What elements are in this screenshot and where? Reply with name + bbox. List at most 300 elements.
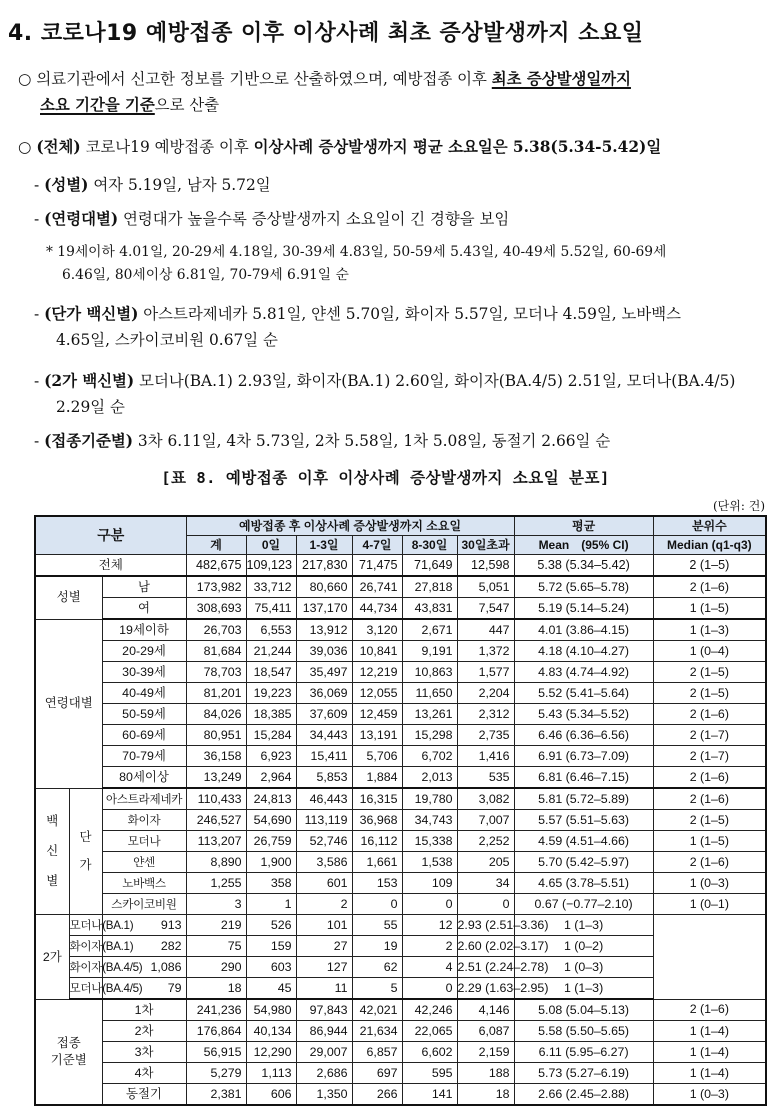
count-cell: 4,146 [457, 999, 514, 1021]
group-dose-text: 기준별 [50, 1053, 87, 1067]
mean-cell: 6.46 (6.36–6.56) [514, 725, 653, 746]
median-cell: 1 (0–1) [653, 894, 766, 915]
mean-cell: 5.58 (5.50–5.65) [514, 1021, 653, 1042]
group-vaccine [35, 788, 69, 915]
count-cell: 54,980 [246, 999, 296, 1021]
count-cell: 19 [352, 936, 402, 957]
median-cell: 1 (0–3) [653, 1084, 766, 1106]
header-gubun: 구분 [35, 516, 186, 555]
table-row [35, 704, 766, 725]
count-cell: 137,170 [296, 598, 352, 620]
table-row [35, 641, 766, 662]
group-vaccine-text: 신 [46, 844, 59, 859]
header-col: 0일 [246, 536, 296, 555]
dash-marker: - [34, 372, 40, 390]
count-cell: 3,586 [296, 852, 352, 873]
median-cell: 1 (1–5) [653, 598, 766, 620]
median-cell: 2 (1–7) [653, 746, 766, 767]
count-cell: 1,372 [457, 641, 514, 662]
count-cell: 110,433 [186, 788, 246, 810]
count-cell: 26,741 [352, 576, 402, 598]
count-cell: 7,007 [457, 810, 514, 831]
table-row [35, 831, 766, 852]
count-cell: 81,201 [186, 683, 246, 704]
row-label: 30-39세 [102, 662, 186, 683]
bi-label: (2가 백신별) [44, 372, 135, 390]
header-col: 계 [186, 536, 246, 555]
count-cell: 290 [186, 957, 246, 978]
row-label: 20-29세 [102, 641, 186, 662]
row-label: 화이자 [102, 810, 186, 831]
group-age [35, 619, 102, 788]
median-cell: 2 (1–5) [653, 662, 766, 683]
group-vaccine-text: 백 [46, 814, 59, 829]
count-cell: 79 [102, 978, 186, 1000]
mean-cell: 5.72 (5.65–5.78) [514, 576, 653, 598]
median-cell: 2 (1–5) [653, 683, 766, 704]
count-cell: 84,026 [186, 704, 246, 725]
median-cell: 1 (0–2) [514, 936, 653, 957]
count-cell: 141 [402, 1084, 457, 1106]
row-label: 동절기 [102, 1084, 186, 1106]
count-cell: 1,350 [296, 1084, 352, 1106]
row-label: 4차 [102, 1063, 186, 1084]
count-cell: 447 [457, 619, 514, 641]
row-label: 전체 [35, 555, 186, 577]
median-cell: 2 (1–6) [653, 999, 766, 1021]
count-cell: 81,684 [186, 641, 246, 662]
table-row [35, 936, 766, 957]
count-cell: 1,577 [457, 662, 514, 683]
count-cell: 526 [246, 915, 296, 936]
count-cell: 2,964 [246, 767, 296, 789]
count-cell: 29,007 [296, 1042, 352, 1063]
mean-cell: 4.18 (4.10–4.27) [514, 641, 653, 662]
count-cell: 4 [402, 957, 457, 978]
count-cell: 2,671 [402, 619, 457, 641]
median-cell: 1 (1–4) [653, 1021, 766, 1042]
group-sex-text: 성별 [56, 590, 81, 605]
table-row [35, 915, 766, 936]
age-bullet [34, 206, 509, 232]
count-cell: 0 [352, 894, 402, 915]
count-cell: 159 [246, 936, 296, 957]
group-bivalent [35, 915, 69, 1000]
mono-text: 아스트라제네카 5.81일, 얀센 5.70일, 화이자 5.57일, 모더나 4.59일, 노바백스 [138, 305, 681, 323]
dash-marker: - [34, 210, 40, 228]
header-row-1 [35, 516, 766, 536]
mean-cell: 5.38 (5.34–5.42) [514, 555, 653, 577]
count-cell: 2,252 [457, 831, 514, 852]
dose-bullet [34, 428, 610, 454]
count-cell: 21,244 [246, 641, 296, 662]
count-cell: 5 [352, 978, 402, 1000]
count-cell: 80,951 [186, 725, 246, 746]
dose-text: 3차 6.11일, 4차 5.73일, 2차 5.58일, 1차 5.08일, 동절기 2.66일 순 [133, 432, 611, 450]
age-note-text: 19세이하 4.01일, 20-29세 4.18일, 30-39세 4.83일, 50-59세 5.43일, 40-49세 5.52일, 60-69세 [57, 244, 667, 260]
count-cell: 27,818 [402, 576, 457, 598]
count-cell: 71,649 [402, 555, 457, 577]
count-cell: 109,123 [246, 555, 296, 577]
mono-text-2: 4.65일, 스카이코비원 0.67일 순 [56, 331, 278, 349]
dash-marker: - [34, 176, 40, 194]
count-cell: 21,634 [352, 1021, 402, 1042]
count-cell: 45 [246, 978, 296, 1000]
count-cell: 24,813 [246, 788, 296, 810]
row-label: 노바백스 [102, 873, 186, 894]
bi-text: 모더나(BA.1) 2.93일, 화이자(BA.1) 2.60일, 화이자(BA.4/5) 2.51일, 모더나(BA.4/5) [134, 372, 736, 390]
count-cell: 19,223 [246, 683, 296, 704]
count-cell: 173,982 [186, 576, 246, 598]
count-cell: 55 [352, 915, 402, 936]
row-label: 80세이상 [102, 767, 186, 789]
count-cell: 56,915 [186, 1042, 246, 1063]
count-cell: 5,706 [352, 746, 402, 767]
row-label: 여 [102, 598, 186, 620]
mean-cell: 5.57 (5.51–5.63) [514, 810, 653, 831]
count-cell: 246,527 [186, 810, 246, 831]
count-cell: 176,864 [186, 1021, 246, 1042]
count-cell: 282 [102, 936, 186, 957]
count-cell: 43,831 [402, 598, 457, 620]
page-title: 4. 코로나19 예방접종 이후 이상사례 최초 증상발생까지 소요일 [8, 21, 644, 46]
table-row [35, 978, 766, 1000]
median-cell: 2 (1–6) [653, 852, 766, 873]
count-cell: 12,459 [352, 704, 402, 725]
group-bivalent-text: 2가 [42, 949, 62, 964]
count-cell: 217,830 [296, 555, 352, 577]
count-cell: 241,236 [186, 999, 246, 1021]
count-cell: 16,112 [352, 831, 402, 852]
count-cell: 2 [402, 936, 457, 957]
median-cell: 1 (1–4) [653, 1042, 766, 1063]
group-vaccine-text: 별 [46, 874, 59, 889]
intro-emphasis: 최초 증상발생일까지 [491, 70, 631, 88]
bi-bullet [34, 368, 735, 394]
count-cell: 5,051 [457, 576, 514, 598]
count-cell: 2,159 [457, 1042, 514, 1063]
table-row [35, 767, 766, 789]
mean-cell: 5.73 (5.27–6.19) [514, 1063, 653, 1084]
sex-bullet [34, 172, 271, 198]
count-cell: 42,246 [402, 999, 457, 1021]
sex-text: 여자 5.19일, 남자 5.72일 [88, 176, 271, 194]
group-dose [35, 999, 102, 1105]
count-cell: 0 [402, 894, 457, 915]
count-cell: 3,082 [457, 788, 514, 810]
dash-marker: - [34, 432, 40, 450]
group-mono [69, 788, 102, 915]
table-row [35, 1042, 766, 1063]
median-cell: 1 (0–3) [514, 957, 653, 978]
mean-cell: 0.67 (−0.77–2.10) [514, 894, 653, 915]
group-age-text: 연령대별 [44, 696, 93, 710]
row-label: 2차 [102, 1021, 186, 1042]
median-cell: 2 (1–5) [653, 555, 766, 577]
table-row [35, 788, 766, 810]
count-cell: 13,912 [296, 619, 352, 641]
count-cell: 113,119 [296, 810, 352, 831]
group-sex [35, 576, 102, 619]
mean-cell: 5.08 (5.04–5.13) [514, 999, 653, 1021]
mean-cell: 6.11 (5.95–6.27) [514, 1042, 653, 1063]
table-row [35, 598, 766, 620]
count-cell: 1,255 [186, 873, 246, 894]
table-row [35, 1084, 766, 1106]
median-cell: 2 (1–6) [653, 576, 766, 598]
mono-bullet-line2 [56, 327, 278, 353]
count-cell: 109 [402, 873, 457, 894]
count-cell: 18 [186, 978, 246, 1000]
mono-label: (단가 백신별) [44, 305, 139, 323]
count-cell: 5,853 [296, 767, 352, 789]
count-cell: 6,857 [352, 1042, 402, 1063]
age-note-line1 [46, 241, 666, 264]
count-cell: 1,884 [352, 767, 402, 789]
mean-cell: 6.81 (6.46–7.15) [514, 767, 653, 789]
row-label: 얀센 [102, 852, 186, 873]
table-row [35, 683, 766, 704]
count-cell: 75,411 [246, 598, 296, 620]
unit-note: (단위: 건) [713, 499, 765, 513]
count-cell: 10,863 [402, 662, 457, 683]
row-label: 아스트라제네카 [102, 788, 186, 810]
median-cell: 2 (1–6) [653, 788, 766, 810]
count-cell: 6,602 [402, 1042, 457, 1063]
mean-cell: 5.81 (5.72–5.89) [514, 788, 653, 810]
count-cell: 1,416 [457, 746, 514, 767]
count-cell: 11 [296, 978, 352, 1000]
mean-cell: 5.52 (5.41–5.64) [514, 683, 653, 704]
row-label: 1차 [102, 999, 186, 1021]
count-cell: 308,693 [186, 598, 246, 620]
mean-cell: 4.59 (4.51–4.66) [514, 831, 653, 852]
table-row [35, 894, 766, 915]
count-cell: 205 [457, 852, 514, 873]
table-row [35, 555, 766, 577]
count-cell: 606 [246, 1084, 296, 1106]
mean-cell: 6.91 (6.73–7.09) [514, 746, 653, 767]
group-dose-text: 접종 [56, 1036, 81, 1050]
overall-bullet [18, 134, 661, 160]
circle-marker: ○ [18, 138, 32, 156]
count-cell: 113,207 [186, 831, 246, 852]
count-cell: 535 [457, 767, 514, 789]
count-cell: 11,650 [402, 683, 457, 704]
header-quantile: 분위수 [653, 516, 766, 536]
count-cell: 5,279 [186, 1063, 246, 1084]
table-row [35, 1063, 766, 1084]
mean-cell: 5.43 (5.34–5.52) [514, 704, 653, 725]
count-cell: 101 [296, 915, 352, 936]
table-row [35, 725, 766, 746]
count-cell: 36,968 [352, 810, 402, 831]
count-cell: 15,298 [402, 725, 457, 746]
mean-cell: 2.29 (1.63–2.95) [457, 978, 514, 1000]
count-cell: 34,443 [296, 725, 352, 746]
table-row [35, 852, 766, 873]
count-cell: 40,134 [246, 1021, 296, 1042]
table-row [35, 957, 766, 978]
count-cell: 12,598 [457, 555, 514, 577]
count-cell: 13,191 [352, 725, 402, 746]
count-cell: 0 [457, 894, 514, 915]
count-cell: 219 [186, 915, 246, 936]
count-cell: 1,900 [246, 852, 296, 873]
median-cell: 1 (0–4) [653, 641, 766, 662]
median-cell: 2 (1–6) [653, 704, 766, 725]
table-row [35, 746, 766, 767]
mean-cell: 4.01 (3.86–4.15) [514, 619, 653, 641]
count-cell: 62 [352, 957, 402, 978]
count-cell: 595 [402, 1063, 457, 1084]
sex-label: (성별) [44, 176, 89, 194]
count-cell: 2,204 [457, 683, 514, 704]
count-cell: 12,219 [352, 662, 402, 683]
count-cell: 36,069 [296, 683, 352, 704]
header-mean: 평균 [514, 516, 653, 536]
table-caption: [표 8. 예방접종 이후 이상사례 증상발생까지 소요일 분포] [161, 469, 610, 487]
intro-text-2: 으로 산출 [154, 96, 220, 114]
count-cell: 33,712 [246, 576, 296, 598]
count-cell: 2,735 [457, 725, 514, 746]
row-label: 남 [102, 576, 186, 598]
count-cell: 15,411 [296, 746, 352, 767]
count-cell: 13,261 [402, 704, 457, 725]
table-row [35, 662, 766, 683]
header-col: 30일초과 [457, 536, 514, 555]
overall-emphasis: 이상사례 증상발생까지 평균 소요일은 5.38(5.34-5.42)일 [253, 138, 662, 156]
median-cell: 2 (1–6) [653, 767, 766, 789]
intro-text: 의료기관에서 신고한 정보를 기반으로 산출하였으며, 예방접종 이후 [36, 70, 492, 88]
median-cell: 1 (1–3) [514, 978, 653, 1000]
count-cell: 0 [402, 978, 457, 1000]
header-quantile-sub: Median (q1-q3) [653, 536, 766, 555]
count-cell: 97,843 [296, 999, 352, 1021]
count-cell: 86,944 [296, 1021, 352, 1042]
count-cell: 2,686 [296, 1063, 352, 1084]
count-cell: 1,538 [402, 852, 457, 873]
mean-cell: 2.66 (2.45–2.88) [514, 1084, 653, 1106]
median-cell: 2 (1–5) [653, 810, 766, 831]
count-cell: 6,087 [457, 1021, 514, 1042]
count-cell: 188 [457, 1063, 514, 1084]
count-cell: 52,746 [296, 831, 352, 852]
mean-cell: 4.65 (3.78–5.51) [514, 873, 653, 894]
mean-cell: 4.83 (4.74–4.92) [514, 662, 653, 683]
median-cell: 1 (1–4) [653, 1063, 766, 1084]
age-note-line2 [62, 264, 349, 287]
median-cell: 1 (1–3) [653, 619, 766, 641]
count-cell: 78,703 [186, 662, 246, 683]
mean-cell: 2.60 (2.02–3.17) [457, 936, 514, 957]
count-cell: 6,923 [246, 746, 296, 767]
count-cell: 266 [352, 1084, 402, 1106]
count-cell: 12,290 [246, 1042, 296, 1063]
mean-cell: 2.51 (2.24–2.78) [457, 957, 514, 978]
row-label: 모더나(BA.4/5) [69, 978, 102, 1000]
mean-cell: 2.93 (2.51–3.36) [457, 915, 514, 936]
count-cell: 26,759 [246, 831, 296, 852]
count-cell: 13,249 [186, 767, 246, 789]
median-cell: 2 (1–7) [653, 725, 766, 746]
count-cell: 19,780 [402, 788, 457, 810]
table-row [35, 810, 766, 831]
count-cell: 358 [246, 873, 296, 894]
count-cell: 2,381 [186, 1084, 246, 1106]
row-label: 모더나 [102, 831, 186, 852]
count-cell: 3 [186, 894, 246, 915]
count-cell: 2,013 [402, 767, 457, 789]
row-label: 40-49세 [102, 683, 186, 704]
table-row [35, 1021, 766, 1042]
count-cell: 7,547 [457, 598, 514, 620]
count-cell: 46,443 [296, 788, 352, 810]
mean-cell: 5.19 (5.14–5.24) [514, 598, 653, 620]
median-cell: 1 (1–3) [514, 915, 653, 936]
count-cell: 3,120 [352, 619, 402, 641]
count-cell: 27 [296, 936, 352, 957]
count-cell: 127 [296, 957, 352, 978]
count-cell: 36,158 [186, 746, 246, 767]
count-cell: 16,315 [352, 788, 402, 810]
count-cell: 44,734 [352, 598, 402, 620]
table-row [35, 999, 766, 1021]
header-col: 4-7일 [352, 536, 402, 555]
bi-bullet-line2 [56, 394, 125, 420]
count-cell: 18 [457, 1084, 514, 1106]
count-cell: 6,702 [402, 746, 457, 767]
intro-emphasis-2: 소요 기간을 기준 [40, 96, 155, 114]
age-text: 연령대가 높을수록 증상발생까지 소요일이 긴 경향을 보임 [118, 210, 510, 228]
median-cell: 1 (1–5) [653, 831, 766, 852]
row-label: 19세이하 [102, 619, 186, 641]
count-cell: 603 [246, 957, 296, 978]
group-mono-text: 가 [79, 858, 92, 873]
count-cell: 15,284 [246, 725, 296, 746]
count-cell: 153 [352, 873, 402, 894]
row-label: 70-79세 [102, 746, 186, 767]
count-cell: 1 [246, 894, 296, 915]
dash-marker: - [34, 305, 40, 323]
intro-bullet-line2 [40, 92, 219, 118]
row-label: 모더나(BA.1) [69, 915, 102, 936]
count-cell: 1,113 [246, 1063, 296, 1084]
count-cell: 2,312 [457, 704, 514, 725]
median-cell: 1 (0–3) [653, 873, 766, 894]
bi-text-2: 2.29일 순 [56, 398, 125, 416]
count-cell: 10,841 [352, 641, 402, 662]
count-cell: 71,475 [352, 555, 402, 577]
count-cell: 42,021 [352, 999, 402, 1021]
row-label: 화이자(BA.1) [69, 936, 102, 957]
count-cell: 54,690 [246, 810, 296, 831]
count-cell: 601 [296, 873, 352, 894]
count-cell: 482,675 [186, 555, 246, 577]
row-label: 스카이코비원 [102, 894, 186, 915]
count-cell: 18,385 [246, 704, 296, 725]
count-cell: 9,191 [402, 641, 457, 662]
count-cell: 697 [352, 1063, 402, 1084]
overall-label: (전체) [36, 138, 81, 156]
count-cell: 18,547 [246, 662, 296, 683]
count-cell: 1,661 [352, 852, 402, 873]
count-cell: 15,338 [402, 831, 457, 852]
group-mono-text: 단 [79, 830, 92, 845]
mean-cell: 5.70 (5.42–5.97) [514, 852, 653, 873]
row-label: 3차 [102, 1042, 186, 1063]
row-label: 화이자(BA.4/5) [69, 957, 102, 978]
